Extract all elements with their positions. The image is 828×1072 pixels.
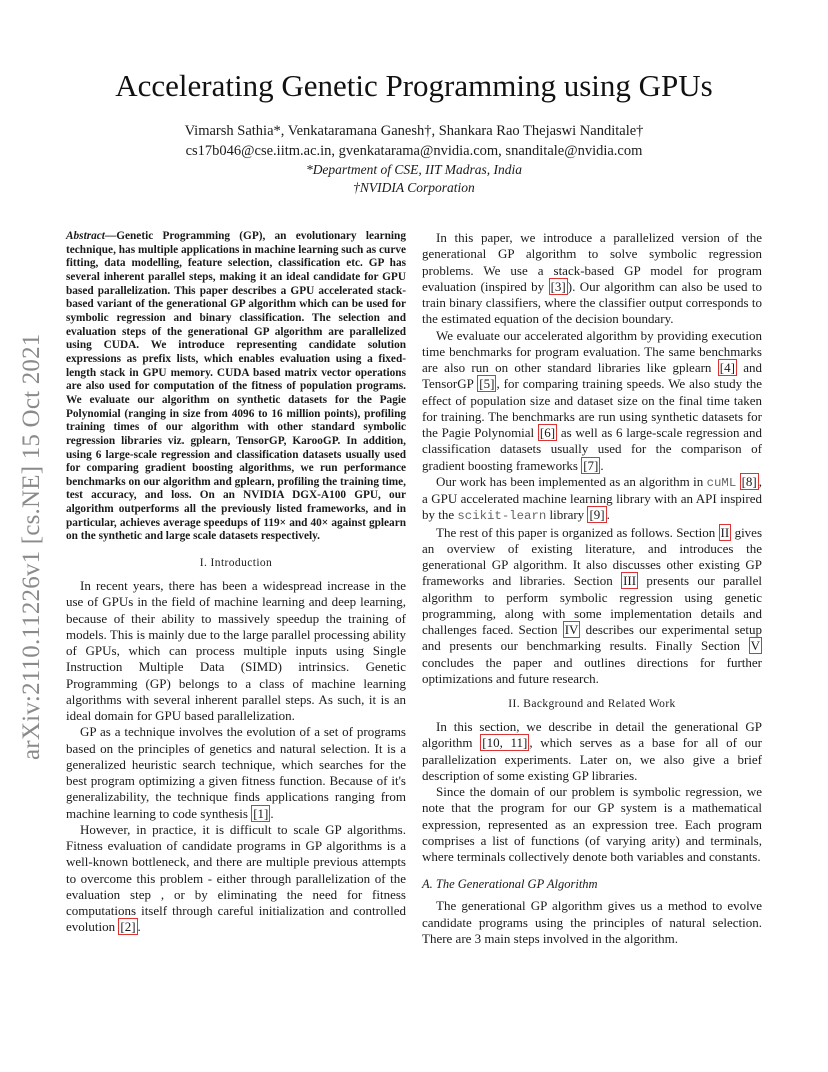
text-run: concludes the paper and outlines directions for further optimizations and future research.	[422, 654, 762, 686]
text-run: presents our parallel algorithm to perform symbolic regression using genetic programming, along with some implementation details and challenges faced. Section	[422, 573, 762, 637]
citation-link[interactable]: [1]	[253, 805, 269, 821]
abstract-separator: —	[104, 230, 117, 242]
section-heading-introduction: I. Introduction	[199, 557, 273, 570]
text-run: ). Our algorithm can also be used to train binary classifiers, where the classifier output corresponds to the estimated equation of the decision boundary.	[422, 278, 763, 327]
section-heading-background: II. Background and Related Work	[508, 698, 676, 710]
text-run: , which serves as a base for all of our parallelization experiments. Later on, we also give a brief description of some existing GP libraries.	[422, 735, 762, 783]
text-run: We evaluate our accelerated algorithm by providing execution time benchmarks for program evaluation. The same benchmarks are also run on other standard libraries like gplearn	[422, 327, 762, 375]
text-run: .	[606, 507, 610, 523]
subsection-heading-generational-gp: A. The Generational GP Algorithm	[422, 877, 598, 892]
citation-link[interactable]: [7]	[583, 457, 599, 473]
text-run: In this section, we describe in detail the generational GP algorithm	[422, 719, 762, 751]
right-column	[422, 230, 762, 947]
code-scikit-learn: scikit-learn	[457, 509, 547, 524]
citation-link[interactable]: [6]	[539, 425, 556, 440]
citation-link[interactable]: [2]	[120, 919, 136, 935]
citation-link[interactable]: [5]	[479, 376, 495, 392]
intro-paragraph-4	[422, 230, 762, 328]
abstract	[66, 230, 406, 544]
section-ref-link[interactable]: V	[750, 638, 760, 654]
text-run: , a GPU accelerated machine learning library with an API inspired by the	[422, 473, 763, 523]
abstract-label: Abstract	[66, 230, 105, 242]
code-cuml: cuML	[706, 475, 737, 490]
intro-paragraph-3	[66, 822, 406, 936]
text-run: , for comparing training speeds. We also study the effect of population size and dataset size on the final time taken for training. The benchmarks are run using synthetic datasets for the Pagie Polynomial	[422, 376, 762, 440]
text-run: as well as 6 large-scale regression and classification datasets usually used for the comparison of gradient boosting frameworks	[422, 425, 763, 473]
text-run: library	[549, 507, 585, 523]
intro-paragraph-2-end: .	[270, 805, 274, 821]
text-run: describes our experimental setup and presents our benchmarking results. Finally Section	[422, 622, 763, 654]
citation-link[interactable]: [3]	[550, 278, 566, 294]
text-run: The rest of this paper is organized as follows. Section	[436, 524, 716, 540]
author-block	[60, 121, 768, 197]
intro-paragraph-3-text: However, in practice, it is difficult to scale GP algorithms. Fitness evaluation of candidate programs in GP algorithms is a well-known bottleneck, and there are multiple previous attempts to overcome this problem - either through parallelization of the evaluation step , or by eliminating the need for fitness computations itself through careful initialization and controlled evolution	[66, 821, 406, 935]
text-run: gives an overview of existing literature, and introduces the generational GP algorithm. It also discusses other existing GP frameworks and libraries. Section	[422, 524, 763, 589]
arxiv-identifier: arXiv:2110.11226v1 [cs.NE] 15 Oct 2021	[18, 333, 45, 760]
background-paragraph-2: Since the domain of our problem is symbolic regression, we note that the program for our GP system is a mathematical expression, represented as an expression tree. Each program comprises a list of functions (of varying arity) and terminals, where terminals collectively denote both variables and constants.	[422, 784, 762, 864]
intro-paragraph-6	[422, 474, 762, 525]
text-run: In this paper, we introduce a parallelized version of the generational GP algorithm to solve symbolic regression problems. We use a stack-based GP model for program evaluation (inspired by	[422, 230, 762, 294]
intro-paragraph-7	[422, 525, 762, 688]
text-run: and TensorGP	[422, 360, 762, 392]
intro-paragraph-5	[422, 328, 762, 474]
abstract-text: Genetic Programming (GP), an evolutionary learning technique, has multiple applications in machine learning such as curve fitting, data modelling, feature selection, classification etc. GP has several inherent parallel steps, making it an ideal candidate for GPU based parallelization. This paper describes a GPU accelerated stack-based variant of the generational GP algorithm which can be used for symbolic regression and binary classification. The selection and evaluation steps of the generational GP algorithm are parallelized using CUDA. We introduce representing candidate solution expressions as prefix lists, which enables evaluation using a fixed-length stack in GPU memory. CUDA based matrix vector operations are also used for computation of the fitness of population programs. We evaluate our algorithm on synthetic datasets for the Pagie Polynomial (ranging in size from 4096 to 16 million points), profiling training times of our algorithm with other standard symbolic regression libraries viz. gplearn, TensorGP, KarooGP. In addition, using 6 large-scale regression and classification datasets usually used for comparing gradient boosting algorithms, we run performance benchmarks on our algorithm and gplearn, profiling the training time, test accuracy, and loss. On an NVIDIA DGX-A100 GPU, our algorithm outperforms all the previously listed frameworks, and in particular, achieves average speedups of 119× and 40× against gplearn on the synthetic and large scale datasets respectively.	[66, 230, 406, 543]
text-run: Our work has been implemented as an algorithm in	[436, 473, 704, 489]
citation-link[interactable]: [8]	[741, 473, 757, 489]
left-column	[66, 230, 406, 936]
citation-link[interactable]: [9]	[589, 507, 605, 523]
section-ref-link[interactable]: IV	[564, 622, 579, 637]
paper-title: Accelerating Genetic Programming using GPUs	[115, 68, 713, 103]
intro-paragraph-2	[66, 724, 406, 822]
intro-paragraph-2-text: GP as a technique involves the evolution of a set of programs based on the principles of genetics and natural selection. It is a generalized heuristic search technique, which searches for the best program optimizing a given fitness function. Because of it's generalizability, the technique finds applications ranging from machine learning to code synthesis	[66, 724, 406, 821]
text-run: .	[600, 457, 604, 473]
background-paragraph-3: The generational GP algorithm gives us a method to evolve candidate programs using the principles of natural selection. There are 3 main steps involved in the algorithm.	[422, 898, 762, 946]
citation-link[interactable]: [4]	[719, 360, 735, 375]
intro-paragraph-3-end: .	[137, 919, 141, 935]
intro-paragraph-1: In recent years, there has been a widespread increase in the use of GPUs in the field of machine learning and deep learning, because of their ability to massively speedup the training of models. This is mainly due to the large parallel processing ability of GPUs, which can process multiple inputs using Single Instruction Multiple Data (SIMD) intrinsics. Genetic Programming (GP) belongs to a class of machine learning algorithms with several inherent parallel steps. As such, it is an ideal domain for GPU based parallelization.	[66, 578, 406, 724]
citation-link[interactable]: [10, 11]	[482, 735, 528, 751]
background-paragraph-1	[422, 719, 762, 784]
affiliation-iitm: *Department of CSE, IIT Madras, India	[305, 162, 523, 177]
affiliation-nvidia: †NVIDIA Corporation	[353, 180, 475, 195]
section-ref-link[interactable]: III	[623, 573, 637, 589]
author-emails: cs17b046@cse.iitm.ac.in, gvenkatarama@nvidia.com, snanditale@nvidia.com	[185, 143, 643, 159]
author-names: Vimarsh Sathia*, Venkataramana Ganesh†, Shankara Rao Thejaswi Nanditale†	[184, 123, 644, 139]
section-ref-link[interactable]: II	[720, 524, 730, 540]
